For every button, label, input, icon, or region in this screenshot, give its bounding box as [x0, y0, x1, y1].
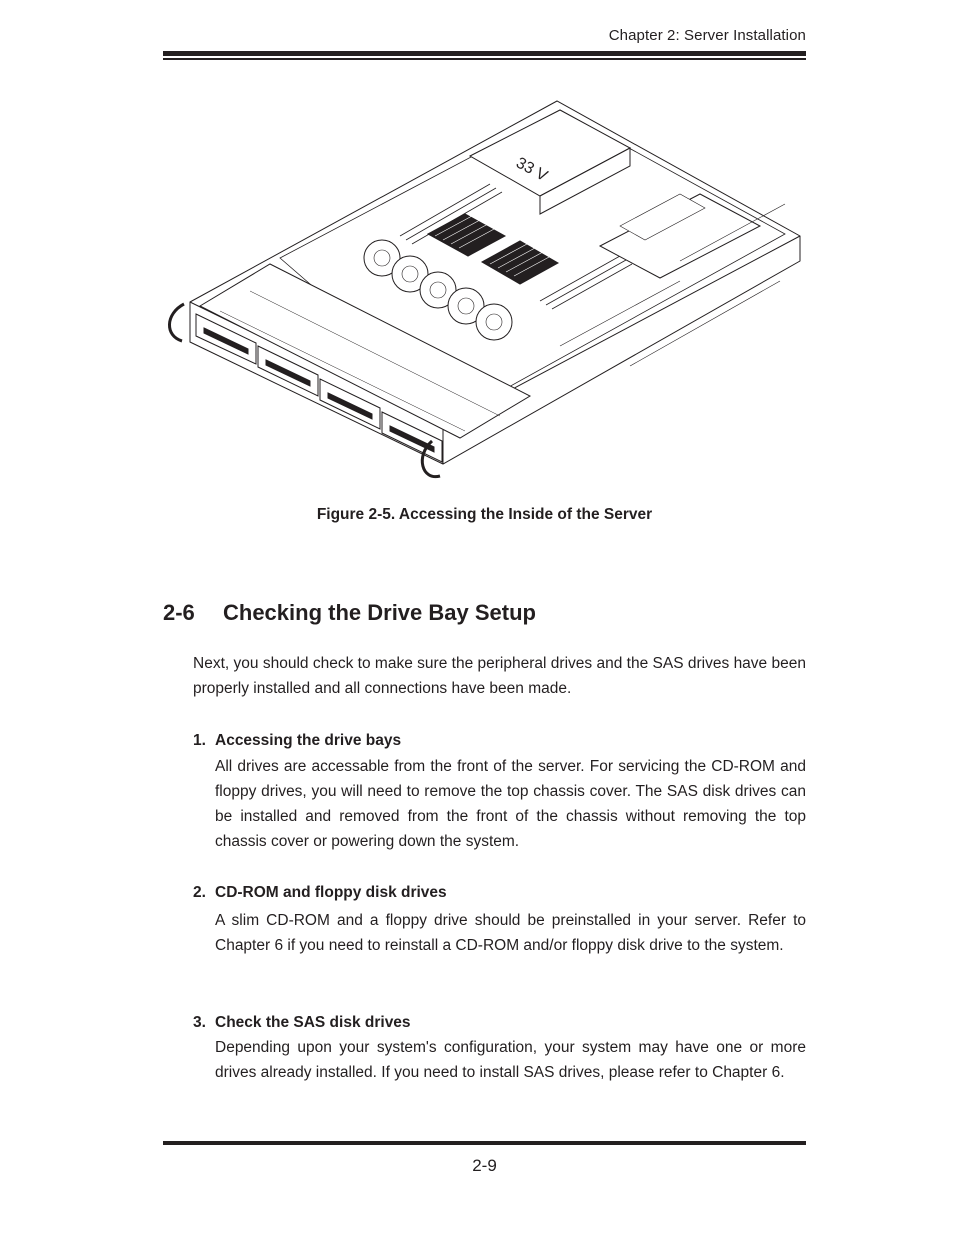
header-rule-thin	[163, 58, 806, 60]
list-item-number: 1.	[193, 732, 206, 749]
figure-caption: Figure 2-5. Accessing the Inside of the Server	[316, 506, 653, 523]
page-number: 2-9	[472, 1156, 497, 1175]
psu-voltage-label: 33 V	[513, 154, 551, 185]
list-item-number: 2.	[193, 884, 206, 901]
list-item-body: Depending upon your system's configuration, your system may have one or more drives already installed. If you need to install SAS drives, please refer to Chapter 6.	[215, 1039, 806, 1081]
list-item-title: CD-ROM and floppy disk drives	[215, 884, 447, 901]
running-header: Chapter 2: Server Installation	[608, 27, 806, 44]
server-chassis-illustration	[160, 96, 805, 496]
list-item-body: All drives are accessable from the front of the server. For servicing the CD-ROM and floppy drives, you will need to remove the top chassis cover. The SAS disk drives can be installed and removed from the front of the chassis without removing the top chassis cover or powering down the system.	[215, 758, 806, 850]
section-title: Checking the Drive Bay Setup	[223, 600, 536, 625]
footer-rule	[163, 1141, 806, 1145]
list-item-body: A slim CD-ROM and a floppy drive should be preinstalled in your server. Refer to Chapter 6 if you need to reinstall a CD-ROM and/or floppy disk drive to the system.	[215, 912, 806, 954]
section-number: 2-6	[163, 600, 195, 625]
list-item-title: Check the SAS disk drives	[215, 1014, 411, 1031]
list-item-heading	[193, 884, 447, 902]
section-heading	[163, 600, 536, 626]
header-rule-thick	[163, 51, 806, 56]
list-item-heading	[193, 732, 401, 750]
list-item-number: 3.	[193, 1014, 206, 1031]
list-item-heading	[193, 1014, 411, 1032]
list-item-title: Accessing the drive bays	[215, 732, 402, 749]
section-intro: Next, you should check to make sure the peripheral drives and the SAS drives have been properly installed and all connections have been made.	[193, 655, 806, 697]
